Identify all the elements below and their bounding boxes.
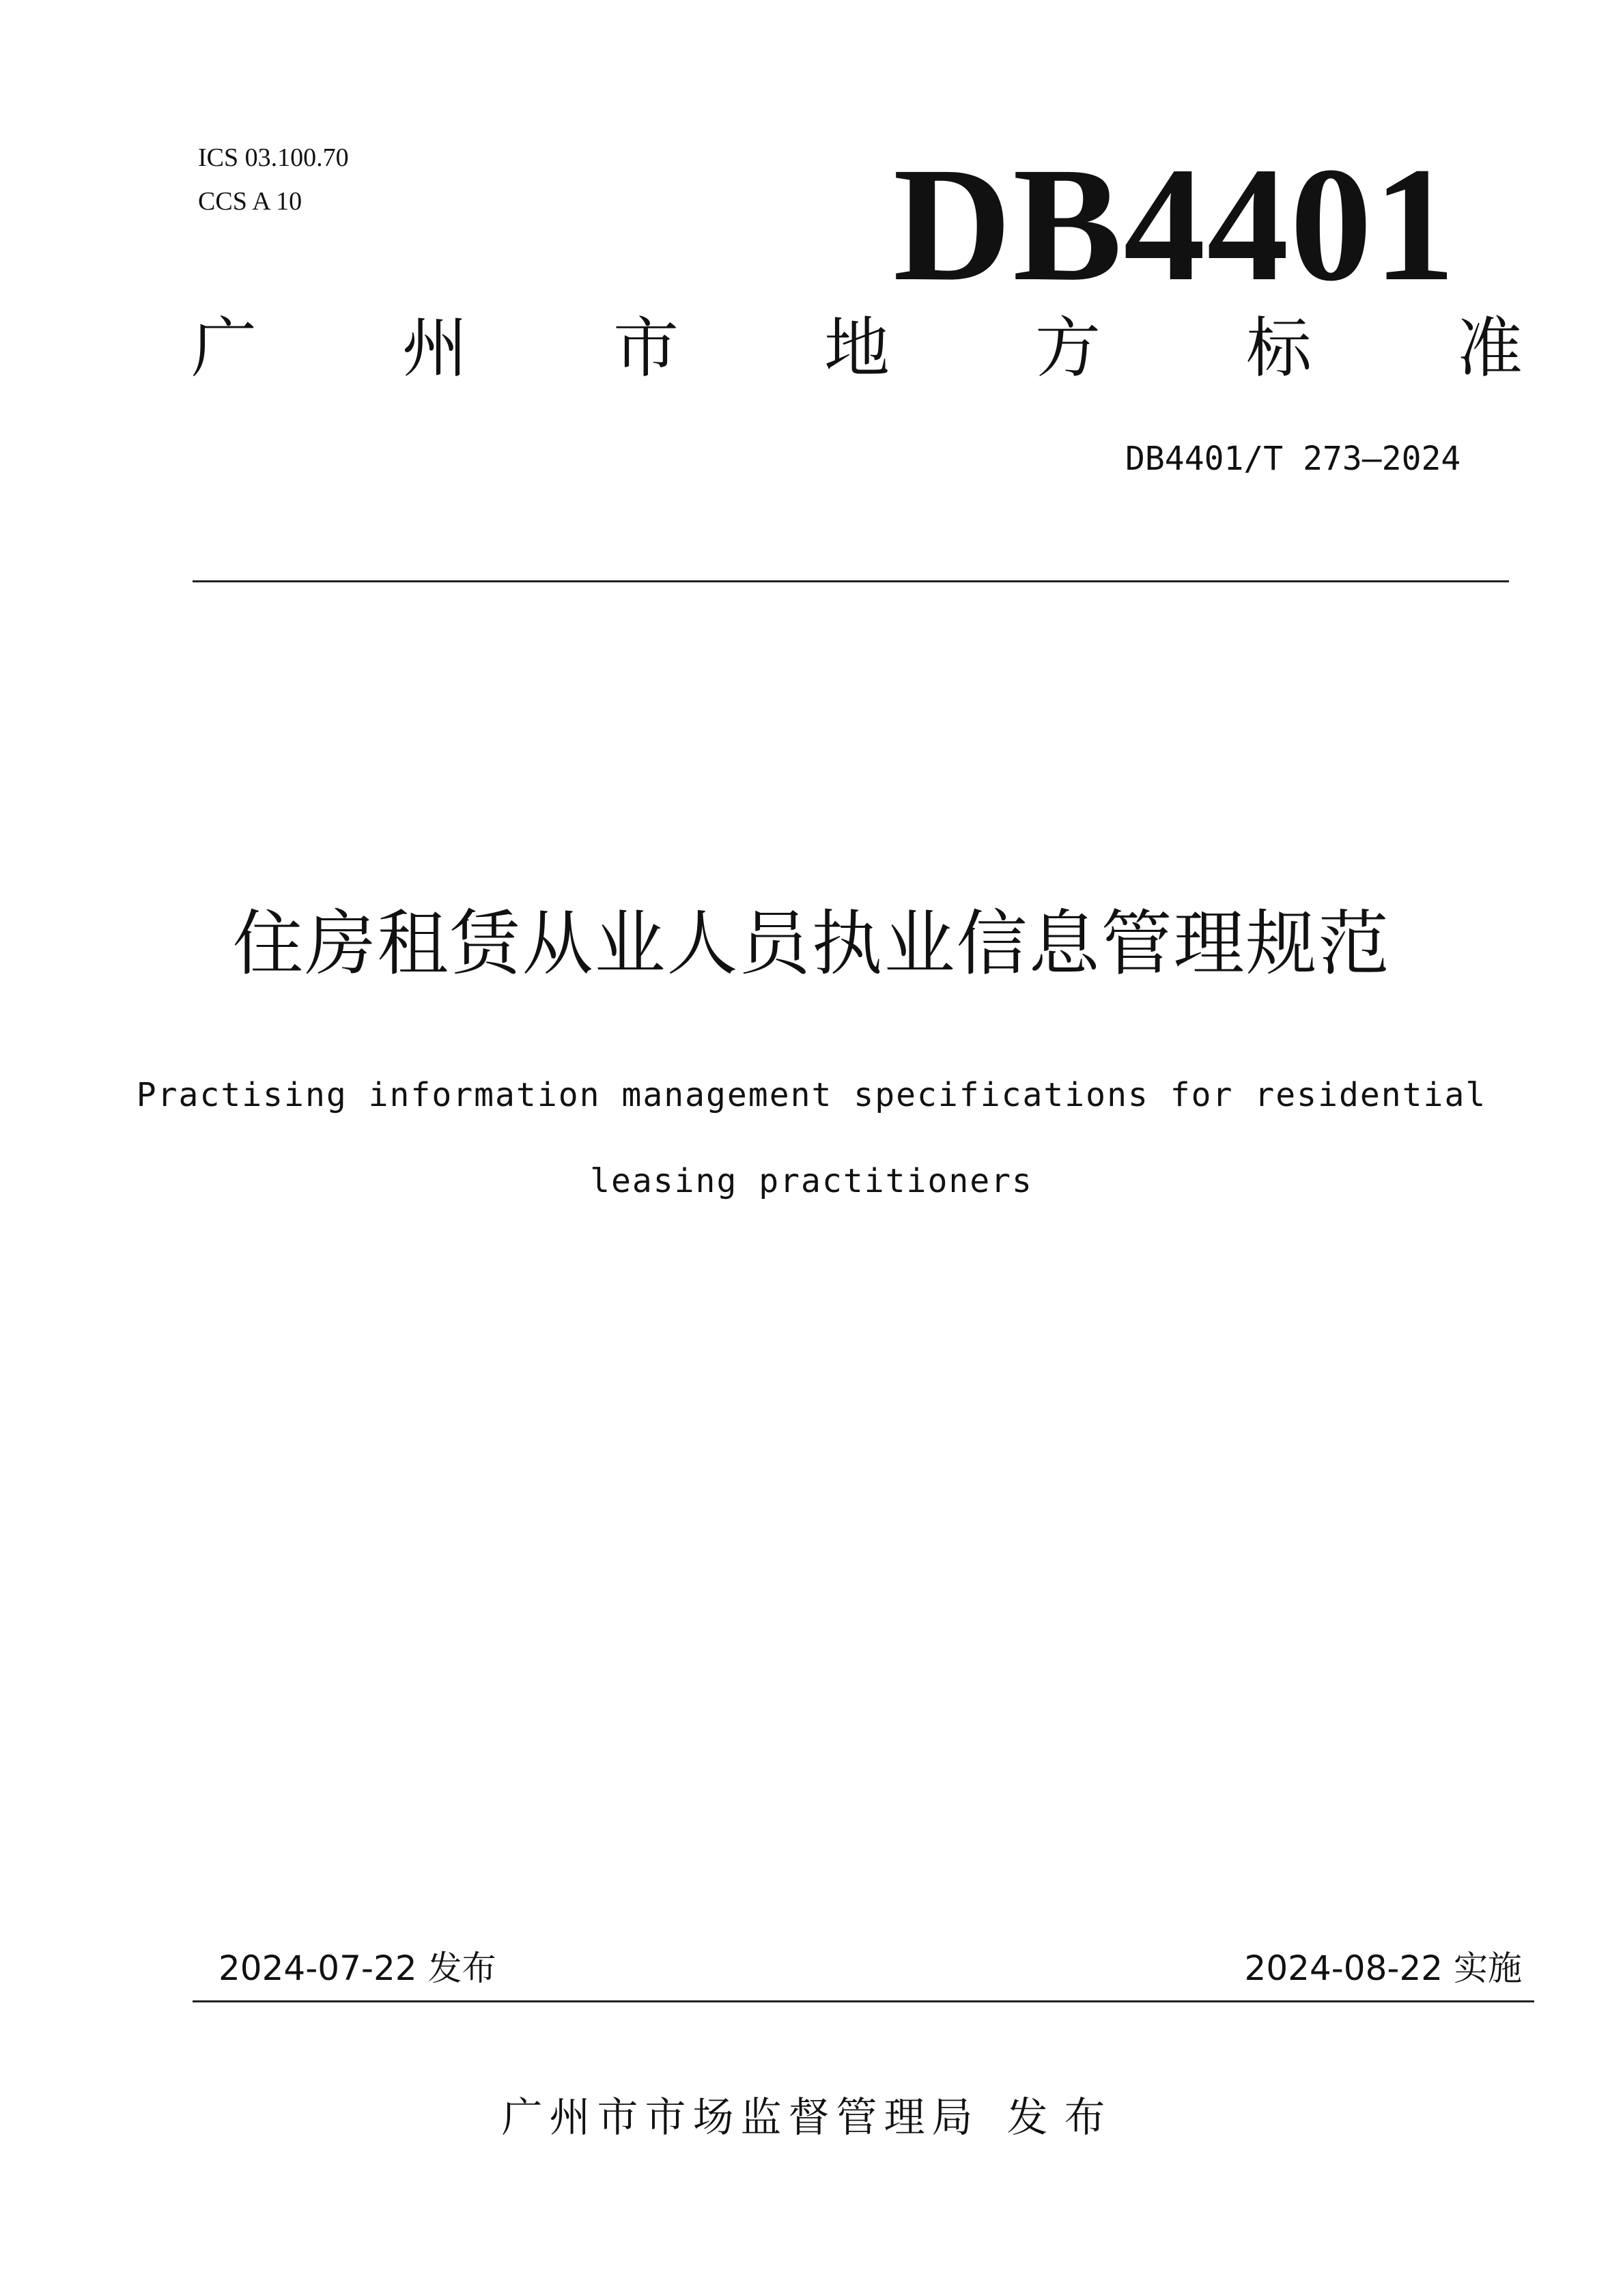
category-char: 准 (1457, 310, 1523, 386)
category-char: 方 (1035, 310, 1101, 386)
category-char: 州 (402, 310, 468, 386)
category-char: 市 (613, 310, 679, 386)
implementation-date: 2024-08-22 实施 (1244, 1948, 1522, 1988)
english-title-line-1: Practising information management specifications for residential (136, 1076, 1487, 1114)
standard-code-logo: DB4401 (893, 133, 1457, 315)
publisher-line (0, 2094, 1623, 2142)
category-char: 广 (191, 310, 257, 386)
english-title-line-2: leasing practitioners (590, 1162, 1033, 1200)
footer-divider (193, 2000, 1534, 2002)
chinese-title: 住房租赁从业人员执业信息管理规范 (232, 902, 1391, 985)
category-char: 标 (1246, 310, 1312, 386)
ics-code: ICS 03.100.70 (198, 143, 349, 172)
category-char: 地 (824, 310, 890, 386)
issue-date: 2024-07-22 发布 (218, 1948, 496, 1988)
standard-category (191, 310, 1523, 386)
ccs-code: CCS A 10 (198, 187, 302, 216)
publish-verb: 发布 (1006, 2094, 1122, 2142)
publisher-name: 广州市市场监督管理局 (501, 2094, 980, 2142)
standard-number: DB4401/T 273—2024 (1125, 440, 1461, 478)
header-divider (193, 580, 1509, 582)
